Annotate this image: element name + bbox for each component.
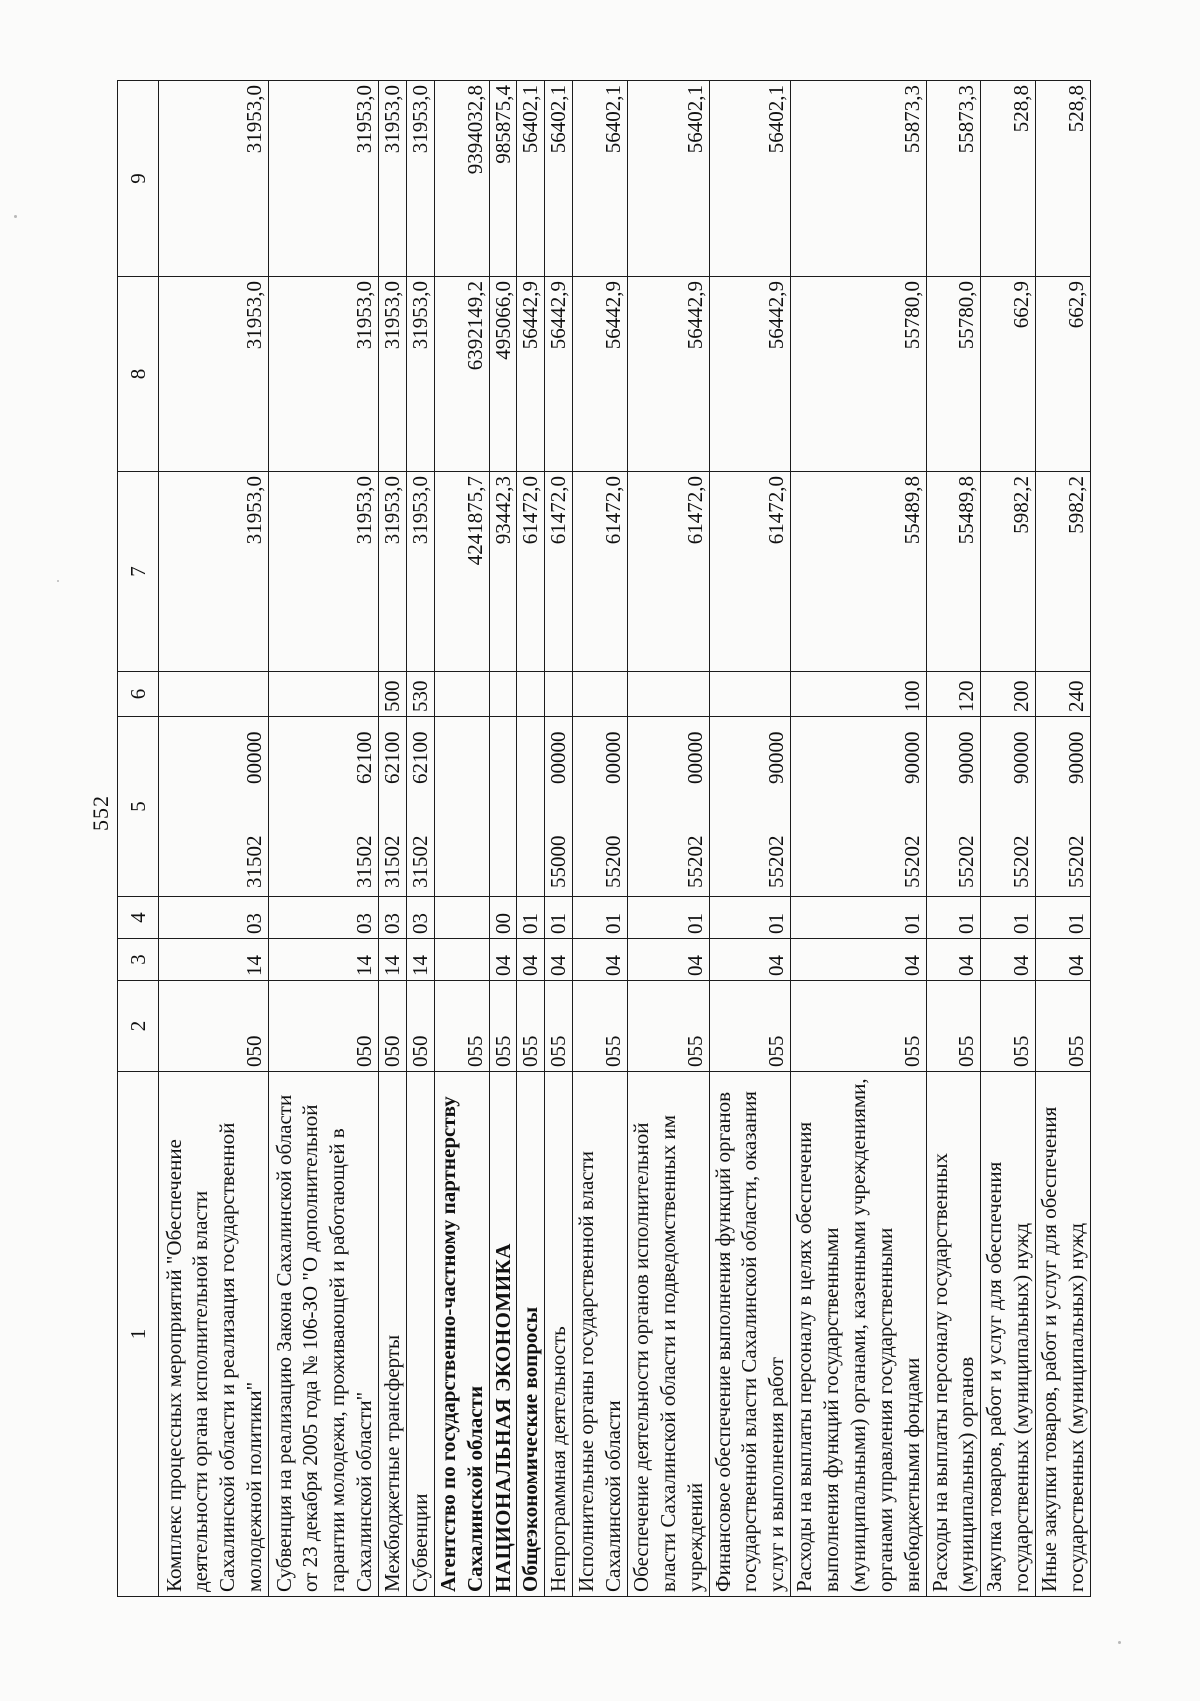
amount-col7: 61472,0 [545, 472, 573, 672]
ministry-code: 055 [791, 981, 926, 1072]
amount-col9: 31953,0 [379, 81, 407, 277]
amount-col9: 56402,1 [709, 81, 791, 277]
section-code [434, 939, 489, 981]
section-code: 04 [1036, 939, 1091, 981]
section-code: 04 [627, 939, 709, 981]
scan-speck [14, 215, 17, 218]
amount-col9: 9394032,8 [434, 81, 489, 277]
expense-type-code [434, 672, 489, 717]
amount-col8: 662,9 [981, 277, 1036, 472]
row-name: Непрограммная деятельность [545, 1072, 573, 1597]
col-header-1: 1 [118, 1072, 159, 1597]
table-row [545, 81, 573, 1597]
target-article-code: 5520290000 [791, 717, 926, 897]
subsection-code: 01 [627, 897, 709, 939]
ministry-code: 055 [627, 981, 709, 1072]
amount-col8: 6392149,2 [434, 277, 489, 472]
amount-col7: 4241875,7 [434, 472, 489, 672]
amount-col7: 5982,2 [981, 472, 1036, 672]
table-row [379, 81, 407, 1597]
amount-col8: 56442,9 [627, 277, 709, 472]
expense-type-code [489, 672, 517, 717]
subsection-code: 03 [379, 897, 407, 939]
target-article-code: 5520290000 [709, 717, 791, 897]
expense-type-code [159, 672, 269, 717]
section-code: 14 [269, 939, 379, 981]
row-name: Расходы на выплаты персоналу в целях обеспечения выполнения функций государственными (муниципальными) органами, казенными учреждениями, органами управления государственными внебюджетными фондами [791, 1072, 926, 1597]
row-name: НАЦИОНАЛЬНАЯ ЭКОНОМИКА [489, 1072, 517, 1597]
amount-col7: 5982,2 [1036, 472, 1091, 672]
amount-col8: 495066,0 [489, 277, 517, 472]
ministry-code: 055 [709, 981, 791, 1072]
subsection-code: 03 [406, 897, 434, 939]
table-row [434, 81, 489, 1597]
expense-type-code [517, 672, 545, 717]
scan-speck [57, 580, 59, 582]
table-row [709, 81, 791, 1597]
expense-type-code: 100 [791, 672, 926, 717]
subsection-code: 01 [545, 897, 573, 939]
ministry-code: 055 [517, 981, 545, 1072]
subsection-code: 01 [573, 897, 628, 939]
ministry-code: 055 [489, 981, 517, 1072]
table-row [627, 81, 709, 1597]
ministry-code: 055 [926, 981, 981, 1072]
col-header-5: 5 [118, 717, 159, 897]
subsection-code: 01 [709, 897, 791, 939]
col-header-6: 6 [118, 672, 159, 717]
col-header-8: 8 [118, 277, 159, 472]
section-code: 04 [981, 939, 1036, 981]
row-name: Субвенции [406, 1072, 434, 1597]
rotated-table-container [117, 81, 1144, 1597]
subsection-code: 01 [926, 897, 981, 939]
amount-col9: 55873,3 [926, 81, 981, 277]
row-name: Субвенция на реализацию Закона Сахалинской области от 23 декабря 2005 года № 106-ЗО "О дополнительной гарантии молодежи, проживающей и работающей в Сахалинской области" [269, 1072, 379, 1597]
target-article-code: 5520000000 [573, 717, 628, 897]
amount-col7: 31953,0 [159, 472, 269, 672]
amount-col9: 56402,1 [573, 81, 628, 277]
amount-col8: 56442,9 [573, 277, 628, 472]
ministry-code: 055 [573, 981, 628, 1072]
section-code: 14 [159, 939, 269, 981]
table-row [926, 81, 981, 1597]
scan-speck [1118, 1641, 1121, 1644]
amount-col9: 528,8 [1036, 81, 1091, 277]
amount-col9: 56402,1 [627, 81, 709, 277]
amount-col8: 55780,0 [926, 277, 981, 472]
target-article-code [517, 717, 545, 897]
amount-col9: 56402,1 [517, 81, 545, 277]
subsection-code: 01 [981, 897, 1036, 939]
section-code: 04 [545, 939, 573, 981]
amount-col9: 985875,4 [489, 81, 517, 277]
row-name: Закупка товаров, работ и услуг для обеспечения государственных (муниципальных) нужд [981, 1072, 1036, 1597]
target-article-code: 5520200000 [627, 717, 709, 897]
amount-col7: 61472,0 [573, 472, 628, 672]
expense-type-code [573, 672, 628, 717]
amount-col8: 31953,0 [269, 277, 379, 472]
table-row [159, 81, 269, 1597]
amount-col8: 56442,9 [545, 277, 573, 472]
target-article-code [434, 717, 489, 897]
amount-col9: 31953,0 [406, 81, 434, 277]
table-row [489, 81, 517, 1597]
budget-table [117, 80, 1091, 1597]
ministry-code: 055 [981, 981, 1036, 1072]
subsection-code [434, 897, 489, 939]
amount-col8: 56442,9 [709, 277, 791, 472]
table-row [981, 81, 1036, 1597]
subsection-code: 01 [1036, 897, 1091, 939]
col-header-4: 4 [118, 897, 159, 939]
amount-col8: 662,9 [1036, 277, 1091, 472]
target-article-code: 5520290000 [1036, 717, 1091, 897]
amount-col9: 55873,3 [791, 81, 926, 277]
amount-col9: 31953,0 [269, 81, 379, 277]
ministry-code: 055 [434, 981, 489, 1072]
target-article-code: 3150262100 [406, 717, 434, 897]
col-header-7: 7 [118, 472, 159, 672]
row-name: Расходы на выплаты персоналу государственных (муниципальных) органов [926, 1072, 981, 1597]
col-header-2: 2 [118, 981, 159, 1072]
table-row [573, 81, 628, 1597]
expense-type-code [709, 672, 791, 717]
table-row [791, 81, 926, 1597]
amount-col7: 55489,8 [926, 472, 981, 672]
amount-col8: 55780,0 [791, 277, 926, 472]
row-name: Обеспечение деятельности органов исполнительной власти Сахалинской области и подведомственных им учреждений [627, 1072, 709, 1597]
target-article-code: 5500000000 [545, 717, 573, 897]
section-code: 04 [926, 939, 981, 981]
section-code: 04 [791, 939, 926, 981]
section-code: 14 [406, 939, 434, 981]
expense-type-code [269, 672, 379, 717]
expense-type-code [545, 672, 573, 717]
ministry-code: 050 [269, 981, 379, 1072]
page-number: 552 [88, 795, 113, 831]
row-name: Исполнительные органы государственной власти Сахалинской области [573, 1072, 628, 1597]
expense-type-code [627, 672, 709, 717]
col-header-9: 9 [118, 81, 159, 277]
target-article-code [489, 717, 517, 897]
section-code: 04 [517, 939, 545, 981]
amount-col7: 31953,0 [379, 472, 407, 672]
ministry-code: 050 [159, 981, 269, 1072]
amount-col7: 61472,0 [627, 472, 709, 672]
subsection-code: 00 [489, 897, 517, 939]
amount-col7: 93442,3 [489, 472, 517, 672]
expense-type-code: 500 [379, 672, 407, 717]
target-article-code: 5520290000 [926, 717, 981, 897]
row-name: Агентство по государственно-частному партнерству Сахалинской области [434, 1072, 489, 1597]
table-row [1036, 81, 1091, 1597]
subsection-code: 01 [517, 897, 545, 939]
subsection-code: 03 [269, 897, 379, 939]
table-row [517, 81, 545, 1597]
table-row [406, 81, 434, 1597]
section-code: 04 [709, 939, 791, 981]
amount-col7: 61472,0 [709, 472, 791, 672]
table-row [269, 81, 379, 1597]
ministry-code: 055 [1036, 981, 1091, 1072]
amount-col7: 31953,0 [269, 472, 379, 672]
row-name: Иные закупки товаров, работ и услуг для обеспечения государственных (муниципальных) нужд [1036, 1072, 1091, 1597]
row-name: Межбюджетные трансферты [379, 1072, 407, 1597]
col-header-3: 3 [118, 939, 159, 981]
expense-type-code: 200 [981, 672, 1036, 717]
subsection-code: 01 [791, 897, 926, 939]
row-name: Общеэкономические вопросы [517, 1072, 545, 1597]
amount-col8: 31953,0 [379, 277, 407, 472]
header-row [118, 81, 159, 1597]
row-name: Финансовое обеспечение выполнения функций органов государственной власти Сахалинской области, оказания услуг и выполнения работ [709, 1072, 791, 1597]
amount-col8: 56442,9 [517, 277, 545, 472]
amount-col9: 31953,0 [159, 81, 269, 277]
ministry-code: 050 [406, 981, 434, 1072]
target-article-code: 3150262100 [269, 717, 379, 897]
amount-col9: 56402,1 [545, 81, 573, 277]
expense-type-code: 120 [926, 672, 981, 717]
ministry-code: 050 [379, 981, 407, 1072]
ministry-code: 055 [545, 981, 573, 1072]
section-code: 14 [379, 939, 407, 981]
amount-col7: 55489,8 [791, 472, 926, 672]
expense-type-code: 530 [406, 672, 434, 717]
section-code: 04 [573, 939, 628, 981]
amount-col9: 528,8 [981, 81, 1036, 277]
target-article-code: 5520290000 [981, 717, 1036, 897]
expense-type-code: 240 [1036, 672, 1091, 717]
amount-col7: 31953,0 [406, 472, 434, 672]
amount-col8: 31953,0 [159, 277, 269, 472]
amount-col7: 61472,0 [517, 472, 545, 672]
amount-col8: 31953,0 [406, 277, 434, 472]
section-code: 04 [489, 939, 517, 981]
target-article-code: 3150200000 [159, 717, 269, 897]
target-article-code: 3150262100 [379, 717, 407, 897]
subsection-code: 03 [159, 897, 269, 939]
row-name: Комплекс процессных мероприятий "Обеспечение деятельности органа исполнительной власти Сахалинской области и реализация государственной молодежной политики" [159, 1072, 269, 1597]
